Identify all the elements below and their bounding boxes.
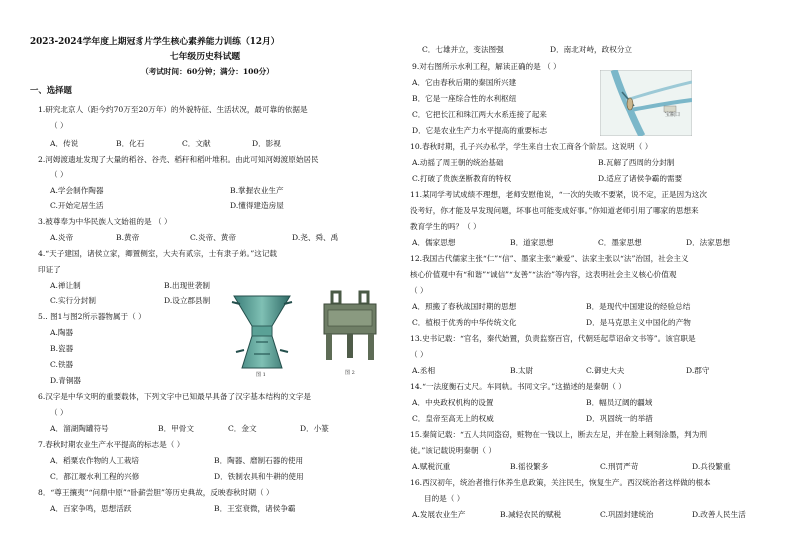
dujiangyan-map-image	[600, 70, 692, 136]
option[interactable]: B.徭役繁多	[510, 462, 549, 471]
option[interactable]: C.实行分封制	[50, 296, 96, 305]
question-11: 11.某同学考试成绩不理想，老师安慰他说，“一次的失败不要紧，说不定，正是因为这次	[410, 190, 707, 199]
option[interactable]: A.发展农业生产	[412, 510, 466, 519]
option[interactable]: D.改善人民生活	[692, 510, 746, 519]
option[interactable]: A.禅让制	[50, 281, 81, 290]
option[interactable]: A.动摇了周王朝的统治基础	[412, 158, 504, 167]
option[interactable]: D.兵役繁重	[692, 462, 731, 471]
question-8: 8．“尊王攘夷”“问鼎中原”“卧薪尝胆”等历史典故，反映春秋时期（ ）	[38, 488, 274, 497]
question-15-cont: 徒。”该记载说明秦朝（ ）	[410, 446, 497, 455]
option[interactable]: A．中央政权机构的设置	[412, 398, 494, 407]
option[interactable]: B．它是一座综合性的水利枢纽	[412, 94, 517, 103]
option[interactable]: D．法家思想	[686, 238, 731, 247]
section-heading: 一、选择题	[30, 85, 72, 95]
option[interactable]: D.适应了诸侯争霸的需要	[598, 174, 683, 183]
exam-info: （考试时间：60分钟；满分：100分）	[141, 67, 274, 76]
question-6: 6.汉字是中华文明的重要载体，下列文字中已知最早具备了汉字基本结构的文字是	[38, 392, 312, 401]
option[interactable]: B．道家思想	[510, 238, 554, 247]
answer-bracket: （ ）	[410, 350, 428, 359]
option[interactable]: B.瓦解了西周的分封制	[598, 158, 675, 167]
option[interactable]: A．传说	[50, 139, 79, 148]
answer-bracket: （ ）	[50, 121, 68, 130]
option[interactable]: C．皇帝至高无上的权威	[412, 414, 494, 423]
question-15: 15.秦简记载：“五人共同盗窃，赃物在一钱以上，断去左足，并在脸上刺刻涂墨，判为刑	[410, 430, 707, 439]
answer-bracket: （ ）	[50, 408, 68, 417]
option[interactable]: A.学会制作陶器	[50, 186, 104, 195]
option[interactable]: B．甲骨文	[158, 424, 194, 433]
option[interactable]: A.丞相	[412, 366, 436, 375]
option[interactable]: C．它把长江和珠江两大水系连接了起来	[412, 110, 547, 119]
question-4: 4.“天子建国，诸侯立家，卿置侧室，大夫有贰宗，士有隶子弟。”这记载	[38, 249, 278, 258]
option[interactable]: A.陶器	[50, 328, 74, 337]
option[interactable]: B.掌握农业生产	[230, 186, 284, 195]
option[interactable]: C.打破了贵族垄断教育的特权	[412, 174, 512, 183]
option[interactable]: B．是现代中国建设的经验总结	[586, 302, 691, 311]
map-label: 宝瓶口	[665, 112, 681, 118]
option[interactable]: B．幅员辽阔的疆域	[586, 398, 653, 407]
question-11-cont: 没考好，你才能及早发现问题，坏事也可能变成好事。”你知道老师引用了哪家的思想来	[410, 206, 699, 215]
question-14: 14.“一法度衡石丈尺。车同轨。书同文字。”这描述的是秦朝（ ）	[410, 382, 626, 391]
bronze-gu-vessel-image	[226, 292, 298, 372]
option[interactable]: B.瓷器	[50, 344, 74, 353]
exam-subtitle: 七年级历史科试题	[169, 52, 241, 62]
option[interactable]: D．南北对峙，政权分立	[550, 45, 633, 54]
question-10: 10.春秋时期，孔子兴办私学，学生来自士农工商各个阶层。这说明（ ）	[410, 142, 653, 151]
option[interactable]: B.减轻农民的赋税	[500, 510, 562, 519]
option[interactable]: C．墨家思想	[598, 238, 642, 247]
option[interactable]: C.炎帝、黄帝	[190, 233, 236, 242]
option[interactable]: C.巩固封建统治	[600, 510, 654, 519]
option[interactable]: B.出现世袭制	[164, 281, 210, 290]
answer-bracket: （ ）	[410, 286, 428, 295]
option[interactable]: D．巩固统一的举措	[586, 414, 653, 423]
question-13: 13.史书记载：“官名，秦代始置，负责监察百官，代朝廷起草诏命文书等”。该官职是	[410, 334, 696, 343]
option[interactable]: D.青铜器	[50, 376, 82, 385]
question-5: 5.. 图1与图2所示器物属于（ ）	[38, 312, 146, 321]
option[interactable]: A.炎帝	[50, 233, 74, 242]
option[interactable]: C．植根于优秀的中华传统文化	[412, 318, 517, 327]
option[interactable]: A．溜湖陶罐符号	[50, 424, 109, 433]
question-1: 1.研究北京人（距今约70万至20万年）的外貌特征、生活状况，最可靠的依据是	[38, 105, 308, 114]
question-11-cont: 教育学生的吗？（ ）	[410, 222, 481, 231]
figure-1-caption: 图 1	[256, 372, 266, 378]
option[interactable]: A．照搬了春秋战国时期的思想	[412, 302, 517, 311]
answer-bracket: （ ）	[50, 170, 68, 179]
option[interactable]: A.赋税沉重	[412, 462, 451, 471]
option[interactable]: D．铁制农具和牛耕的使用	[214, 472, 304, 481]
option[interactable]: D.懂得建造房屋	[230, 201, 284, 210]
option[interactable]: C．文献	[182, 139, 211, 148]
option[interactable]: D．小篆	[300, 424, 329, 433]
figure-2-caption: 图 2	[345, 370, 355, 376]
option[interactable]: C．七雄并立，变法图强	[422, 45, 504, 54]
question-12-cont: 核心价值观中有“和谐”“诚信”“友善”“法治”等内容，这表明社会主义核心价值观	[410, 270, 677, 279]
option[interactable]: C.铁器	[50, 360, 74, 369]
option[interactable]: C.御史大夫	[586, 366, 625, 375]
option[interactable]: C．都江堰水利工程的兴修	[50, 472, 140, 481]
question-9: 9.对右图所示水利工程，解读正确的是 （ ）	[412, 62, 561, 71]
option[interactable]: B．陶器、磨制石器的使用	[214, 456, 304, 465]
option[interactable]: C.刑罚严苛	[600, 462, 639, 471]
option[interactable]: B.黄帝	[116, 233, 140, 242]
option[interactable]: D．是马克思主义中国化的产物	[586, 318, 691, 327]
option[interactable]: A．稻粟农作物的人工栽培	[50, 456, 140, 465]
option[interactable]: C．金文	[228, 424, 257, 433]
question-7: 7.春秋时期农业生产水平提高的标志是（ ）	[38, 440, 185, 449]
question-12: 12.我国古代儒家主张“仁”“信”、墨家主张“兼爱”、法家主张以“法”治国，社会主义	[410, 254, 689, 263]
option[interactable]: A．儒家思想	[412, 238, 456, 247]
option[interactable]: D.尧、舜、禹	[292, 233, 339, 242]
option[interactable]: B．王室衰微，诸侯争霸	[214, 504, 296, 513]
option[interactable]: C.开始定居生活	[50, 201, 104, 210]
option[interactable]: D.郡守	[686, 366, 710, 375]
question-2: 2.河姆渡遗址发现了大量的稻谷、谷壳、稻秆和稻叶堆积。由此可知河姆渡原始居民	[38, 155, 319, 164]
bronze-ding-vessel-image	[320, 290, 380, 364]
option[interactable]: A．它由春秋后期的秦国所兴建	[412, 78, 517, 87]
option[interactable]: D.设立郡县制	[164, 296, 211, 305]
option[interactable]: D．它是农业生产力水平提高的重要标志	[412, 126, 548, 135]
option[interactable]: B.太尉	[510, 366, 534, 375]
option[interactable]: B．化石	[116, 139, 145, 148]
question-4-cont: 印证了	[38, 265, 61, 274]
question-3: 3.被尊奉为中华民族人文始祖的是 （ ）	[38, 217, 172, 226]
option[interactable]: A．百家争鸣，思想活跃	[50, 504, 132, 513]
question-16: 16.西汉初年，统治者推行休养生息政策，关注民生，恢复生产。西汉统治者这样做的根本	[410, 478, 711, 487]
option[interactable]: D．影视	[252, 139, 281, 148]
question-16-cont: 目的是（ ）	[424, 494, 465, 503]
exam-title: 2023-2024学年度上期冠豸片学生核心素养能力训练（12月）	[30, 37, 280, 47]
